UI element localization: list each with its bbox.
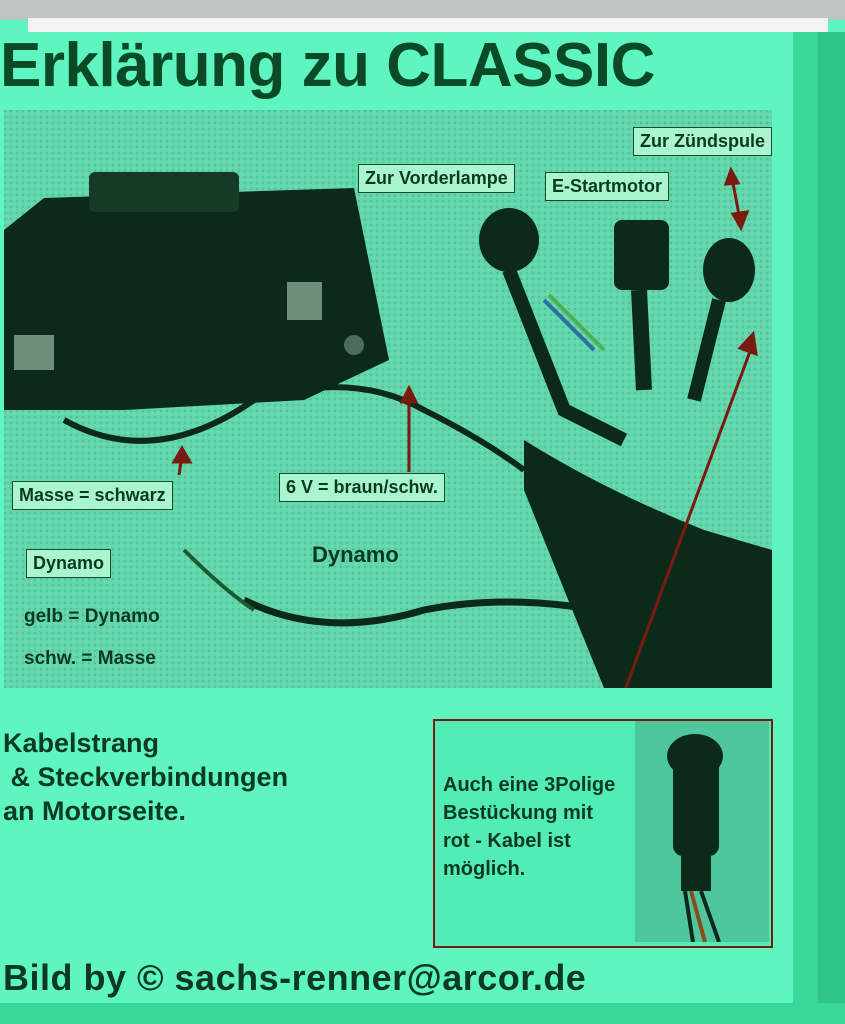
body-line-1: Kabelstrang [3,728,160,758]
label-vorderlampe: Zur Vorderlampe [358,164,515,193]
label-zuendspule: Zur Zündspule [633,127,772,156]
top-bar [0,0,845,20]
label-dynamo-box: Dynamo [26,549,111,578]
body-line-2: & Steckverbindungen [3,762,289,792]
inset-line-2: Bestückung mit [443,802,594,824]
inset-line-4: möglich. [443,858,526,880]
label-estartmotor: E-Startmotor [545,172,669,201]
body-text [3,726,288,828]
label-dynamo-plain: Dynamo [312,542,399,567]
bottom-border-strip [0,1003,845,1024]
body-line-3: an Motorseite. [3,796,187,826]
inset-line-1: Auch eine 3Polige [443,774,616,796]
label-schw: schw. = Masse [24,648,156,669]
page-title: Erklärung zu CLASSIC [0,31,655,100]
label-gelb: gelb = Dynamo [24,606,160,627]
inset-box [433,719,773,948]
inset-line-3: rot - Kabel ist [443,830,571,852]
inset-text [443,771,615,883]
inset-connector-photo [635,721,769,942]
label-masse: Masse = schwarz [12,481,173,510]
right-border-strip-outer [818,32,845,1024]
footer-credit: Bild by © sachs-renner@arcor.de [3,957,587,998]
label-6v: 6 V = braun/schw. [279,473,445,502]
